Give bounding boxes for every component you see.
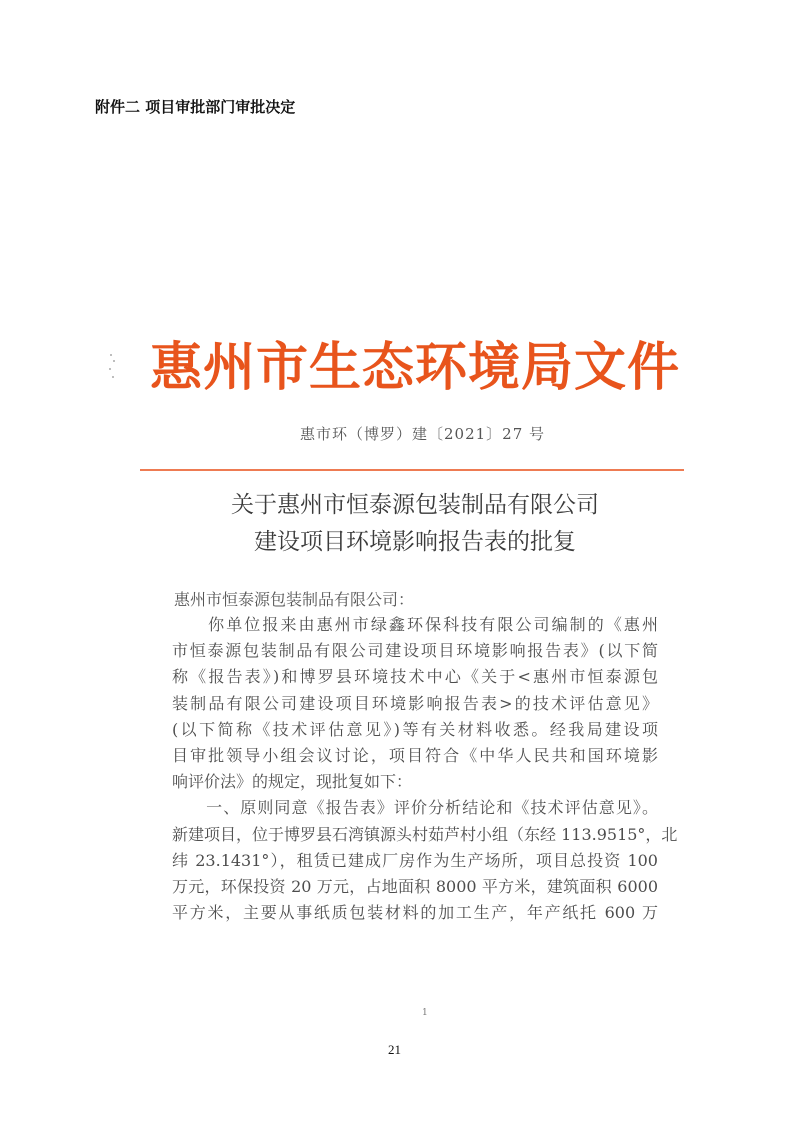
document-number: 惠市环（博罗）建〔2021〕27 号 xyxy=(300,425,546,443)
page-number: 21 xyxy=(388,1042,401,1057)
document-body xyxy=(172,612,678,926)
body-line: (以下简称《技术评估意见》)等有关材料收悉。经我局建设项 xyxy=(172,719,658,739)
body-line: 平方米，主要从事纸质包装材料的加工生产，年产纸托 600 万 xyxy=(172,903,658,923)
document-title xyxy=(150,487,680,561)
scan-speck xyxy=(108,354,116,380)
body-line: 市恒泰源包装制品有限公司建设项目环境影响报告表》(以下简 xyxy=(172,641,658,661)
document-title-line: 建设项目环境影响报告表的批复 xyxy=(254,529,576,555)
header-divider xyxy=(140,469,684,471)
body-line: 新建项目，位于博罗县石湾镇源头村茹芦村小组（东经 113.9515°，北 xyxy=(172,824,678,844)
body-line: 响评价法》的规定，现批复如下： xyxy=(172,772,413,792)
body-line: 目审批领导小组会议讨论，项目符合《中华人民共和国环境影 xyxy=(172,745,658,765)
attachment-heading: 附件二 项目审批部门审批决定 xyxy=(95,98,296,116)
body-line: 装制品有限公司建设项目环境影响报告表>的技术评估意见》 xyxy=(172,693,658,713)
body-line: 万元，环保投资 20 万元，占地面积 8000 平方米，建筑面积 6000 xyxy=(172,876,658,896)
body-line: 一、原则同意《报告表》评价分析结论和《技术评估意见》。 xyxy=(172,798,658,818)
document-title-line: 关于惠州市恒泰源包装制品有限公司 xyxy=(231,492,599,518)
body-line: 纬 23.1431°），租赁已建成厂房作为生产场所，项目总投资 100 xyxy=(172,850,658,870)
addressee: 惠州市恒泰源包装制品有限公司： xyxy=(174,590,415,609)
body-line: 称《报告表》)和博罗县环境技术中心《关于<惠州市恒泰源包 xyxy=(172,667,658,687)
issuer-header: 惠州市生态环境局文件 xyxy=(150,337,681,398)
inner-page-mark: 1 xyxy=(422,1008,428,1018)
body-line: 你单位报来由惠州市绿鑫环保科技有限公司编制的《惠州 xyxy=(172,615,658,634)
